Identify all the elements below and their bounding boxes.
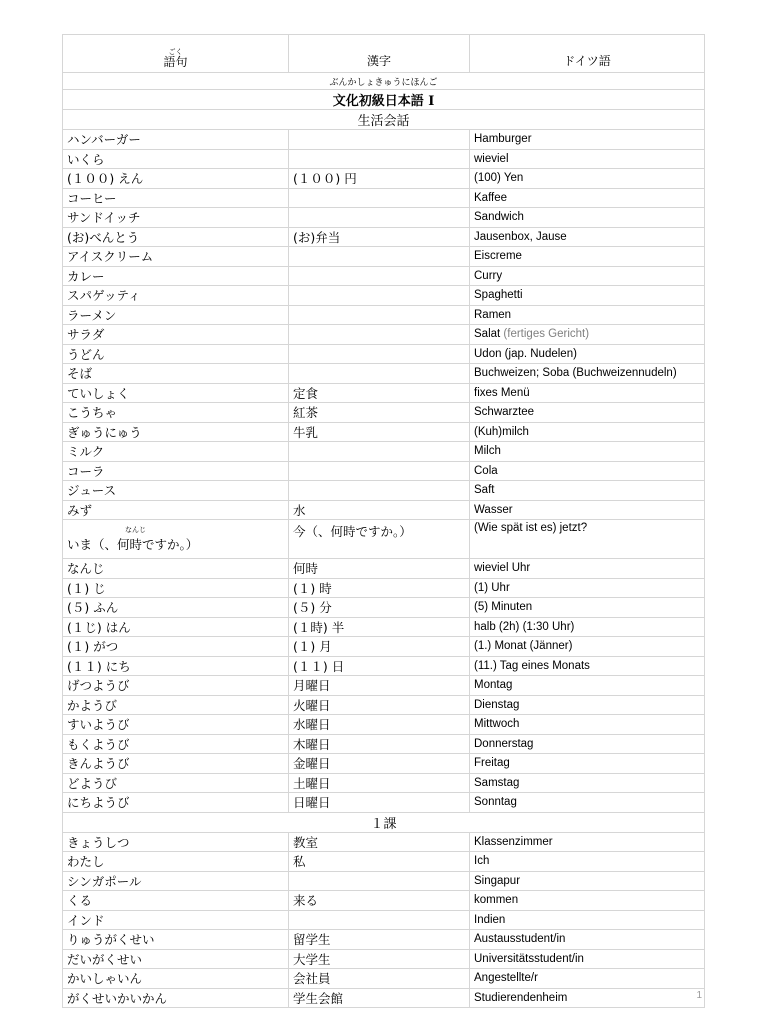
kana-cell: わたし [63,852,289,872]
table-row [63,988,705,1008]
kanji-cell: 来る [289,891,470,911]
german-cell [470,754,705,774]
german-cell [470,969,705,989]
kanji-cell: 金曜日 [289,754,470,774]
german-cell [470,188,705,208]
table-row [63,169,705,189]
german-text: Wasser [474,503,513,516]
table-row [63,227,705,247]
german-cell [470,559,705,579]
german-text: Indien [474,913,506,926]
header-phrase-label: 語句 [163,55,188,69]
german-cell [470,578,705,598]
german-cell [470,247,705,267]
table-row [63,130,705,150]
table-row [63,422,705,442]
table-row [63,325,705,345]
german-cell [470,403,705,423]
german-cell [470,637,705,657]
kana-cell: くる [63,891,289,911]
german-text: (1) Uhr [474,581,510,594]
german-cell [470,949,705,969]
kana-cell: ラーメン [63,305,289,325]
kanji-cell: 紅茶 [289,403,470,423]
german-text: Kaffee [474,191,508,204]
table-row [63,442,705,462]
table-row [63,247,705,267]
kana-cell: (５) ふん [63,598,289,618]
kana-cell: ていしょく [63,383,289,403]
kanji-cell: 今（、何時ですか。） [289,520,470,559]
german-text: Universitätsstudent/in [474,952,584,965]
kana-cell: コーヒー [63,188,289,208]
table-row [63,910,705,930]
german-cell [470,461,705,481]
table-row [63,559,705,579]
table-row [63,695,705,715]
kana-cell: スパゲッティ [63,286,289,306]
german-text: (100) Yen [474,172,524,185]
german-text: Austausstudent/in [474,933,566,946]
table-row [63,754,705,774]
kana-cell: (お)べんとう [63,227,289,247]
kanji-cell: 火曜日 [289,695,470,715]
table-row [63,617,705,637]
german-text: Angestellte/r [474,972,538,985]
german-cell [470,442,705,462]
german-cell [470,266,705,286]
table-row [63,403,705,423]
vocabulary-table [62,34,705,1008]
german-cell [470,422,705,442]
table-row [63,891,705,911]
kana-cell: シンガポール [63,871,289,891]
kanji-cell: (１時) 半 [289,617,470,637]
german-cell: (Wie spät ist es) jetzt? [470,520,705,559]
table-row [63,793,705,813]
german-text: Ramen [474,308,512,321]
kana-cell: (１１) にち [63,656,289,676]
table-row [63,773,705,793]
kana-cell: にちようび [63,793,289,813]
section-title: １課 [63,812,705,832]
german-cell [470,344,705,364]
table-row [63,598,705,618]
kanji-cell: 何時 [289,559,470,579]
section-title-row [63,812,705,832]
kana-cell: (１) がつ [63,637,289,657]
kanji-cell [289,461,470,481]
table-row [63,286,705,306]
table-row [63,734,705,754]
kanji-cell [289,910,470,930]
german-cell [470,364,705,384]
kanji-cell: 日曜日 [289,793,470,813]
kanji-cell: 水曜日 [289,715,470,735]
section-title: 生活会話 [63,110,705,130]
vocabulary-sheet [62,34,704,1008]
kana-cell: (１００) えん [63,169,289,189]
german-text: (5) Minuten [474,601,533,614]
german-cell [470,617,705,637]
german-text: Donnerstag [474,737,534,750]
kana-cell: サラダ [63,325,289,345]
book-title: 文化初級日本語 I [63,90,705,110]
german-cell [470,305,705,325]
german-cell [470,676,705,696]
kana-cell: みず [63,500,289,520]
german-cell [470,383,705,403]
kanji-cell [289,247,470,267]
german-text: kommen [474,894,519,907]
kana-cell: うどん [63,344,289,364]
kanji-cell [289,266,470,286]
german-cell [470,656,705,676]
table-row [63,149,705,169]
kanji-cell: (５) 分 [289,598,470,618]
kanji-cell [289,130,470,150]
german-text: Montag [474,679,513,692]
german-note: (fertiges Gericht) [503,328,590,341]
table-row [63,266,705,286]
kanji-cell: 水 [289,500,470,520]
kana-cell: アイスクリーム [63,247,289,267]
table-row [63,969,705,989]
kanji-cell [289,188,470,208]
table-row [63,715,705,735]
german-text: Hamburger [474,133,532,146]
german-cell [470,910,705,930]
kanji-cell [289,364,470,384]
german-text: fixes Menü [474,386,530,399]
german-cell [470,734,705,754]
kanji-cell: 私 [289,852,470,872]
kana-text: いま（、何時ですか。） [67,536,199,552]
kana-cell: ハンバーガー [63,130,289,150]
german-text: Ich [474,855,490,868]
german-cell [470,930,705,950]
kanji-cell [289,442,470,462]
german-text: Buchweizen; Soba (Buchweizennudeln) [474,367,677,380]
german-text: Freitag [474,757,510,770]
kanji-cell: 牛乳 [289,422,470,442]
kana-ruby: なんじ [125,525,146,534]
german-text: Curry [474,269,503,282]
table-row [63,208,705,228]
kanji-cell: (１１) 日 [289,656,470,676]
german-text: Mittwoch [474,718,520,731]
german-text: Samstag [474,776,520,789]
kanji-cell: 土曜日 [289,773,470,793]
header-kanji: 漢字 [289,35,470,73]
german-text: (11.) Tag eines Monats [474,659,590,672]
german-text: Klassenzimmer [474,835,553,848]
header-row [63,35,705,73]
german-cell [470,325,705,345]
table-row [63,305,705,325]
kanji-cell [289,208,470,228]
table-row [63,656,705,676]
german-text: Saft [474,484,495,497]
german-cell [470,715,705,735]
german-cell [470,695,705,715]
kana-cell: だいがくせい [63,949,289,969]
german-cell [470,286,705,306]
kanji-cell: (１００) 円 [289,169,470,189]
german-text: wieviel Uhr [474,562,531,575]
table-row [63,461,705,481]
kana-cell: もくようび [63,734,289,754]
book-furigana-row [63,73,705,90]
german-cell [470,169,705,189]
german-text: Jausenbox, Jause [474,230,567,243]
german-text: Salat [474,328,501,341]
kanji-cell: 木曜日 [289,734,470,754]
german-text: Singapur [474,874,521,887]
kana-cell: がくせいかいかん [63,988,289,1008]
german-text: Sonntag [474,796,517,809]
kana-cell: きんようび [63,754,289,774]
header-phrase-ruby: ごく [168,48,183,56]
kana-cell: すいようび [63,715,289,735]
german-text: Dienstag [474,698,520,711]
kanji-cell: 学生会館 [289,988,470,1008]
kana-cell: カレー [63,266,289,286]
kanji-cell: 会社員 [289,969,470,989]
table-row [63,949,705,969]
german-text: Sandwich [474,211,524,224]
kana-cell: そば [63,364,289,384]
german-cell [470,500,705,520]
kanji-cell [289,344,470,364]
german-text: (1.) Monat (Jänner) [474,640,573,653]
table-row [63,383,705,403]
table-row [63,637,705,657]
header-german: ドイツ語 [470,35,705,73]
kana-cell: コーラ [63,461,289,481]
table-row [63,852,705,872]
german-text: (Kuh)milch [474,425,529,438]
kana-cell: インド [63,910,289,930]
german-text: Cola [474,464,498,477]
german-cell [470,208,705,228]
section-title-row [63,110,705,130]
kana-cell: かようび [63,695,289,715]
german-cell [470,481,705,501]
kana-cell: いくら [63,149,289,169]
german-cell [470,130,705,150]
german-cell [470,832,705,852]
kana-cell: かいしゃいん [63,969,289,989]
table-row [63,930,705,950]
german-cell [470,871,705,891]
kanji-cell [289,149,470,169]
kanji-cell: 教室 [289,832,470,852]
kana-cell: げつようび [63,676,289,696]
book-furigana: ぶんかしょきゅうにほんご [63,73,705,90]
table-row [63,871,705,891]
page-number: 1 [696,990,702,1001]
kana-cell: ジュース [63,481,289,501]
kanji-cell: 定食 [289,383,470,403]
german-text: Spaghetti [474,289,523,302]
kana-cell: (１じ) はん [63,617,289,637]
german-text: Milch [474,445,501,458]
table-row [63,578,705,598]
kanji-cell: (お)弁当 [289,227,470,247]
kana-cell: なんじ [63,559,289,579]
german-text: Udon (jap. Nudelen) [474,347,577,360]
table-row [63,364,705,384]
kanji-cell: 大学生 [289,949,470,969]
german-cell [470,598,705,618]
kana-cell: (１) じ [63,578,289,598]
german-cell [470,793,705,813]
german-cell [470,773,705,793]
kana-cell: りゅうがくせい [63,930,289,950]
kana-cell: きょうしつ [63,832,289,852]
german-cell [470,227,705,247]
kanji-cell [289,286,470,306]
table-row [63,481,705,501]
kanji-cell: 留学生 [289,930,470,950]
kanji-cell [289,871,470,891]
table-row [63,344,705,364]
table-row [63,500,705,520]
kana-cell: サンドイッチ [63,208,289,228]
kana-cell: こうちゃ [63,403,289,423]
kanji-cell: (１) 時 [289,578,470,598]
german-text: wieviel [474,152,509,165]
header-phrase [63,35,289,73]
german-text: Studierendenheim [474,991,568,1004]
german-cell [470,149,705,169]
german-cell [470,852,705,872]
german-cell [470,988,705,1008]
table-row [63,832,705,852]
table-row-ima [63,520,705,559]
kana-cell: ぎゅうにゅう [63,422,289,442]
book-title-row [63,90,705,110]
kanji-cell [289,305,470,325]
table-row [63,676,705,696]
kana-cell [63,520,289,559]
german-text: halb (2h) (1:30 Uhr) [474,620,575,633]
kana-cell: どようび [63,773,289,793]
kanji-cell [289,325,470,345]
kanji-cell [289,481,470,501]
kanji-cell: 月曜日 [289,676,470,696]
kana-cell: ミルク [63,442,289,462]
german-cell [470,891,705,911]
table-row [63,188,705,208]
german-text: Eiscreme [474,250,522,263]
kanji-cell: (１) 月 [289,637,470,657]
german-text: Schwarztee [474,406,535,419]
